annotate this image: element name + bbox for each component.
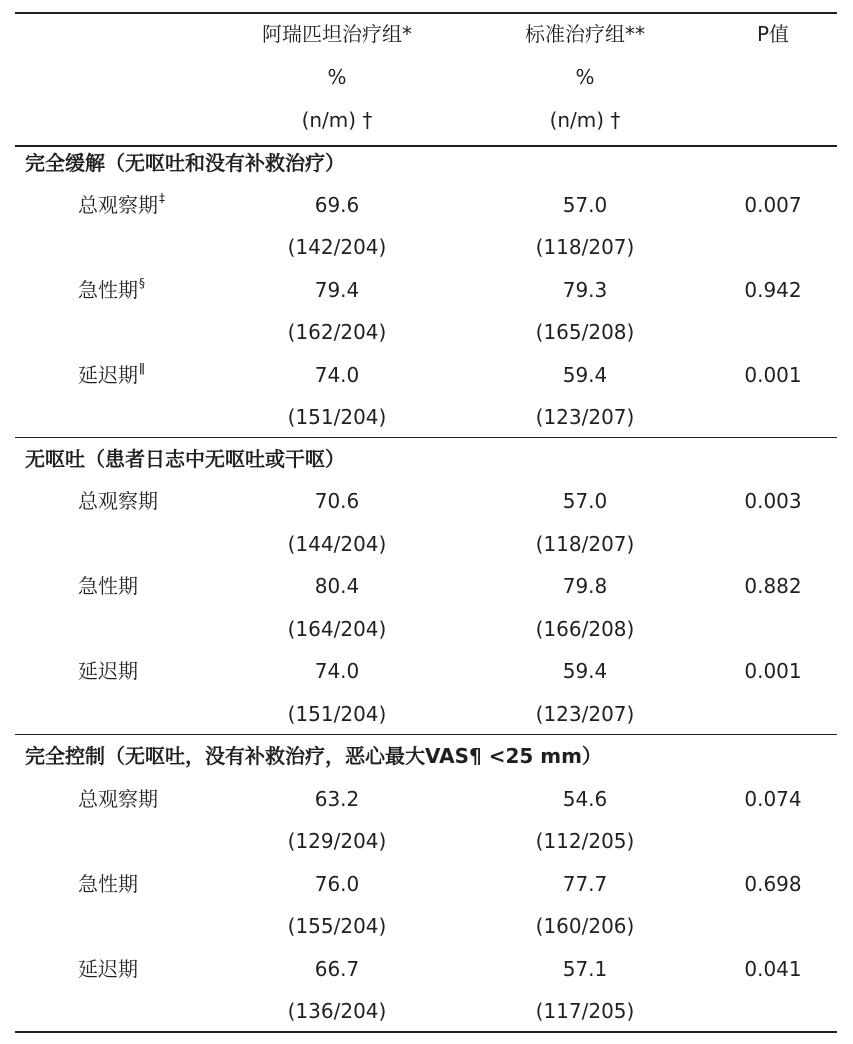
p-value: 0.001: [744, 659, 802, 683]
header-percent: %: [327, 65, 347, 89]
header-percent: %: [575, 65, 595, 89]
group-b-percent: 77.7: [562, 872, 608, 896]
group-b-percent: 54.6: [562, 787, 608, 811]
p-value: 0.007: [744, 193, 802, 217]
row-label: 总观察期: [78, 489, 158, 513]
row-label: 总观察期: [78, 787, 158, 811]
row-label: 急性期: [78, 574, 138, 598]
group-b-count: (117/205): [535, 999, 635, 1023]
group-b-percent: 79.8: [562, 574, 608, 598]
group-a-count: (162/204): [287, 320, 387, 344]
p-value: 0.698: [744, 872, 802, 896]
group-a-count: (164/204): [287, 617, 387, 641]
column-header-aprepitant-group: 阿瑞匹坦治疗组*: [262, 22, 412, 46]
row-label: 急性期: [78, 872, 138, 896]
group-a-count: (151/204): [287, 702, 387, 726]
group-a-count: (155/204): [287, 914, 387, 938]
group-a-percent: 79.4: [314, 278, 360, 302]
group-a-percent: 66.7: [314, 957, 360, 981]
group-b-percent: 57.0: [562, 489, 608, 513]
row-label: [78, 193, 165, 217]
bottom-rule: [15, 1031, 837, 1033]
row-label: [78, 363, 145, 387]
footnote-mark: ǁ: [139, 361, 145, 376]
group-a-count: (142/204): [287, 235, 387, 259]
group-a-percent: 76.0: [314, 872, 360, 896]
group-a-count: (136/204): [287, 999, 387, 1023]
section-title: 完全控制（无呕吐，没有补救治疗，恶心最大VAS¶ <25 mm）: [25, 744, 602, 768]
row-label: 延迟期: [78, 957, 138, 981]
group-b-count: (118/207): [535, 532, 635, 556]
group-b-percent: 57.1: [562, 957, 608, 981]
group-b-count: (123/207): [535, 405, 635, 429]
group-b-percent: 59.4: [562, 659, 608, 683]
group-b-count: (118/207): [535, 235, 635, 259]
group-a-count: (144/204): [287, 532, 387, 556]
group-a-percent: 70.6: [314, 489, 360, 513]
p-value: 0.882: [744, 574, 802, 598]
group-b-percent: 59.4: [562, 363, 608, 387]
group-a-percent: 63.2: [314, 787, 360, 811]
row-label: [78, 278, 145, 302]
group-b-percent: 57.0: [562, 193, 608, 217]
row-label-text: 总观察期: [78, 193, 158, 217]
section-title: 完全缓解（无呕吐和没有补救治疗）: [25, 151, 345, 175]
group-b-count: (165/208): [535, 320, 635, 344]
p-value: 0.001: [744, 363, 802, 387]
column-header-standard-group: 标准治疗组**: [525, 22, 645, 46]
row-label: 延迟期: [78, 659, 138, 683]
group-a-percent: 74.0: [314, 659, 360, 683]
p-value: 0.074: [744, 787, 802, 811]
section-rule: [15, 437, 837, 438]
footnote-mark: §: [139, 276, 145, 291]
header-rule: [15, 145, 837, 147]
row-label-text: 延迟期: [78, 363, 138, 387]
group-b-count: (166/208): [535, 617, 635, 641]
p-value: 0.942: [744, 278, 802, 302]
top-rule: [15, 12, 837, 14]
group-b-count: (123/207): [535, 702, 635, 726]
header-n-over-m: (n/m) †: [549, 108, 621, 132]
p-value: 0.003: [744, 489, 802, 513]
row-label-text: 急性期: [78, 278, 138, 302]
group-a-percent: 69.6: [314, 193, 360, 217]
group-a-count: (129/204): [287, 829, 387, 853]
group-b-count: (160/206): [535, 914, 635, 938]
column-header-p-value: P值: [756, 22, 790, 46]
footnote-mark: ‡: [159, 191, 165, 206]
group-a-count: (151/204): [287, 405, 387, 429]
p-value: 0.041: [744, 957, 802, 981]
header-n-over-m: (n/m) †: [301, 108, 373, 132]
section-title: 无呕吐（患者日志中无呕吐或干呕）: [25, 447, 345, 471]
section-rule: [15, 734, 837, 735]
group-b-percent: 79.3: [562, 278, 608, 302]
group-a-percent: 80.4: [314, 574, 360, 598]
group-b-count: (112/205): [535, 829, 635, 853]
group-a-percent: 74.0: [314, 363, 360, 387]
